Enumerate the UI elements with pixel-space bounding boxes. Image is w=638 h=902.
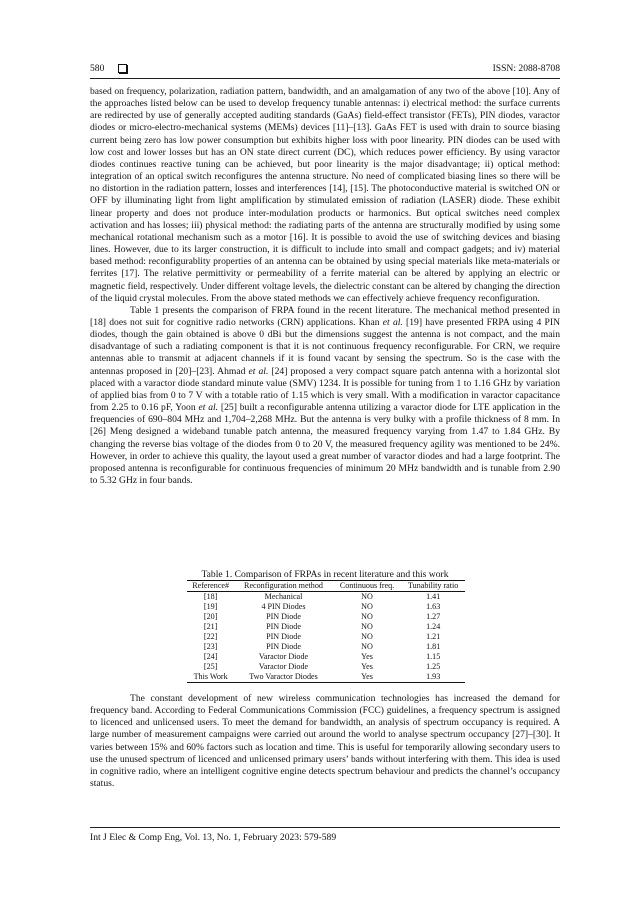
table-cell: 1.81	[426, 642, 441, 651]
footer-rule	[90, 827, 560, 828]
paragraph-2-part-b: [19] have presented FRPA using 4 PIN diodes, though the gain obtained is above 0 dBi but the dimensions suggest the antenna is not compact, and the main disadvantage of such a radiating component is that it is not continuous frequency reconfigurable. For CRN, we require antennas able to transmit at adjacent channels if it is found vacant by sensing the spectrum. So is the case with the antennas proposed in [20]–[23]. Ahmad	[90, 316, 560, 377]
table-cell: Two Varactor Diodes	[234, 672, 332, 683]
table-row	[187, 602, 465, 612]
et-al-3: et al.	[198, 402, 219, 414]
table-cell: 1.25	[426, 662, 441, 671]
table-cell: NO	[361, 622, 373, 631]
table-cell: [24]	[203, 652, 218, 661]
table-cell: 1.27	[426, 612, 441, 621]
table-cell: NO	[361, 612, 373, 621]
column-header: Tunability ratio	[401, 581, 465, 592]
table-cell: 1.15	[426, 652, 441, 661]
body-text-after-table	[90, 693, 560, 790]
table-cell: Mechanical	[264, 592, 303, 601]
table-cell: 1.93	[401, 672, 465, 683]
issn: ISSN: 2088-8708	[492, 62, 560, 74]
table-cell: Varactor Diode	[258, 652, 309, 661]
table-cell: Varactor Diode	[258, 662, 309, 671]
table-cell: NO	[361, 632, 373, 641]
table-cell: [21]	[203, 622, 218, 631]
header-left	[90, 63, 127, 74]
page-header	[90, 60, 560, 76]
table-row	[187, 612, 465, 622]
table-cell: Yes	[361, 662, 373, 671]
table-row	[187, 652, 465, 662]
table-cell: Yes	[333, 672, 402, 683]
table-row	[187, 642, 465, 652]
table-cell: [18]	[203, 592, 218, 601]
table-cell: This Work	[187, 672, 234, 683]
table-row	[187, 632, 465, 642]
table-cell: 1.41	[426, 592, 441, 601]
paragraph-2-part-d: [25] built a reconfigurable antenna utilizing a varactor diode for LTE application in the frequencies of 690–804 MHz and 1,704–2,268 MHz. But the antenna is very bulky with a profile thickness of 8 mm. In [26] Meng designed a wideband tunable patch antenna, the measured frequency varying from 1.47 to 1.84 GHz. By changing the reverse bias voltage of the diodes from 0 to 20 V, the measured frequency agility was mentioned to be 24%. However, in order to achieve this quality, the layout used a great number of varactor diodes and had a large footprint. The proposed antenna is reconfigurable for continuous frequencies of minimum 20 MHz bandwidth and is tunable from 2.90 to 5.32 GHz in four bands.	[90, 402, 560, 486]
table-cell: PIN Diode	[266, 612, 301, 621]
column-header: Continuous freq.	[333, 581, 402, 592]
paragraph-2-part-a: Table 1 presents the comparison of FRPA found in the recent literature. The mechanical method presented in [18] does not suit for cognitive radio networks (CRN) applications. Khan	[90, 304, 560, 328]
paragraph-1: based on frequency, polarization, radiation pattern, bandwidth, and an amalgamation of any two of the above [10]. Any of the approaches listed below can be used to develop frequency tunable antennas: i) electrical method: the surface currents are redirected by use of generally accepted auditing standards (GaAs) field-effect transistor (FETs), PIN diodes, varactor diodes or micro-electro-mechanical systems (MEMs) devices [11]–[13]. GaAs FET is used with drain to source biasing current being zero has low power consumption but exhibits higher loss with poor linearity. PIN diodes can be used with low cost and lower losses but has an ON state direct current (DC), which reduces power efficiency. By using varactor diodes continues reactive tuning can be achieved, but poor linearity is the major disadvantage; ii) optical method: integration of an optical switch reconfigures the antenna structure. No need of complicated biasing lines so there will be no distortion in the radiation pattern, losses and interferences [14], [15]. The photoconductive material is switched ON or OFF by illuminating light from light amplification by stimulated emission of radiation (LASER) diode. These exhibit linear property and does not produce inter-modulation products or harmonics. But optical switches need complex activation and has losses; iii) physical method: the radiating parts of the antenna are structurally modified by using some mechanical rotational mechanism such as a motor [16]. It is possible to avoid the use of switching devices and biasing lines. However, due to its larger construction, it is difficult to include into small and compact gadgets; and iv) material based method: reconfigurablity properties of an antenna can be obtained by using special materials like meta-materials or ferrites [17]. The relative permittivity or permeability of a ferrite material can be altered by applying an electric or magnetic field, respectively. Under different voltage levels, the dielectric constant can be altered by changing the direction of the liquid crystal molecules. From the above stated methods we can effectively achieve frequency reconfiguration.	[90, 86, 560, 304]
header-rule	[90, 78, 560, 79]
table-cell: [23]	[203, 642, 218, 651]
table-cell: [19]	[203, 602, 218, 611]
table-cell: [20]	[203, 612, 218, 621]
table-cell: PIN Diode	[266, 622, 301, 631]
et-al-1: et al.	[382, 316, 403, 328]
table-cell: NO	[361, 602, 373, 611]
footer-citation: Int J Elec & Comp Eng, Vol. 13, No. 1, February 2023: 579-589	[90, 832, 337, 843]
table-cell: NO	[361, 642, 373, 651]
paragraph-3: The constant development of new wireless communication technologies has increased the demand for frequency band. According to Federal Communications Commission (FCC) guidelines, a frequency spectrum is assigned to licenced and unlicensed users. To meet the demand for bandwidth, an analysis of spectrum occupancy is required. A large number of measurement campaigns were carried out around the world to analyse spectrum occupancy [27]–[30]. It varies between 15% and 60% factors such as location and time. This is useful for temporarily allowing secondary users to use the unused spectrum of licenced and unlicensed primary users’ bands without interfering with them. This idea is used in cognitive radio, where an intelligent cognitive engine detects spectrum behaviour and predicts the channel’s occupancy status.	[90, 693, 560, 790]
table-cell: 1.24	[426, 622, 441, 631]
table-cell: 1.21	[426, 632, 441, 641]
table-row	[187, 592, 465, 603]
body-text	[90, 86, 560, 487]
column-header: Reconfiguration method	[234, 581, 332, 592]
comparison-table	[187, 580, 465, 683]
et-al-2: et al.	[248, 365, 269, 377]
table-cell: Yes	[361, 652, 373, 661]
table-caption: Table 1. Comparison of FRPAs in recent literature and this work	[201, 569, 449, 580]
table-cell: [22]	[203, 632, 218, 641]
table-cell: 1.63	[426, 602, 441, 611]
table-row	[187, 672, 465, 683]
column-header: Reference#	[187, 581, 234, 592]
table-cell: 4 PIN Diodes	[261, 602, 306, 611]
table-row	[187, 662, 465, 672]
paragraph-2	[90, 305, 560, 487]
table-cell: [25]	[203, 662, 218, 671]
table-cell: NO	[361, 592, 373, 601]
table-header-row	[187, 581, 465, 592]
table-cell: PIN Diode	[266, 642, 301, 651]
page-number: 580	[90, 62, 105, 74]
table-cell: PIN Diode	[266, 632, 301, 641]
square-box-icon	[118, 64, 127, 73]
paragraph-2-part-c: [24] proposed a very compact square patch antenna with a horizontal slot placed with a varactor diode standard minute value (SMV) 1234. It is possible for tuning from 1 to 1.16 GHz by variation of applied bias from 0 to 7 V with a totable ratio of 1.15 which is very small. With a modification in varactor capacitance from 2.25 to 0.16 pF, Yoon	[90, 365, 560, 414]
table-row	[187, 622, 465, 632]
